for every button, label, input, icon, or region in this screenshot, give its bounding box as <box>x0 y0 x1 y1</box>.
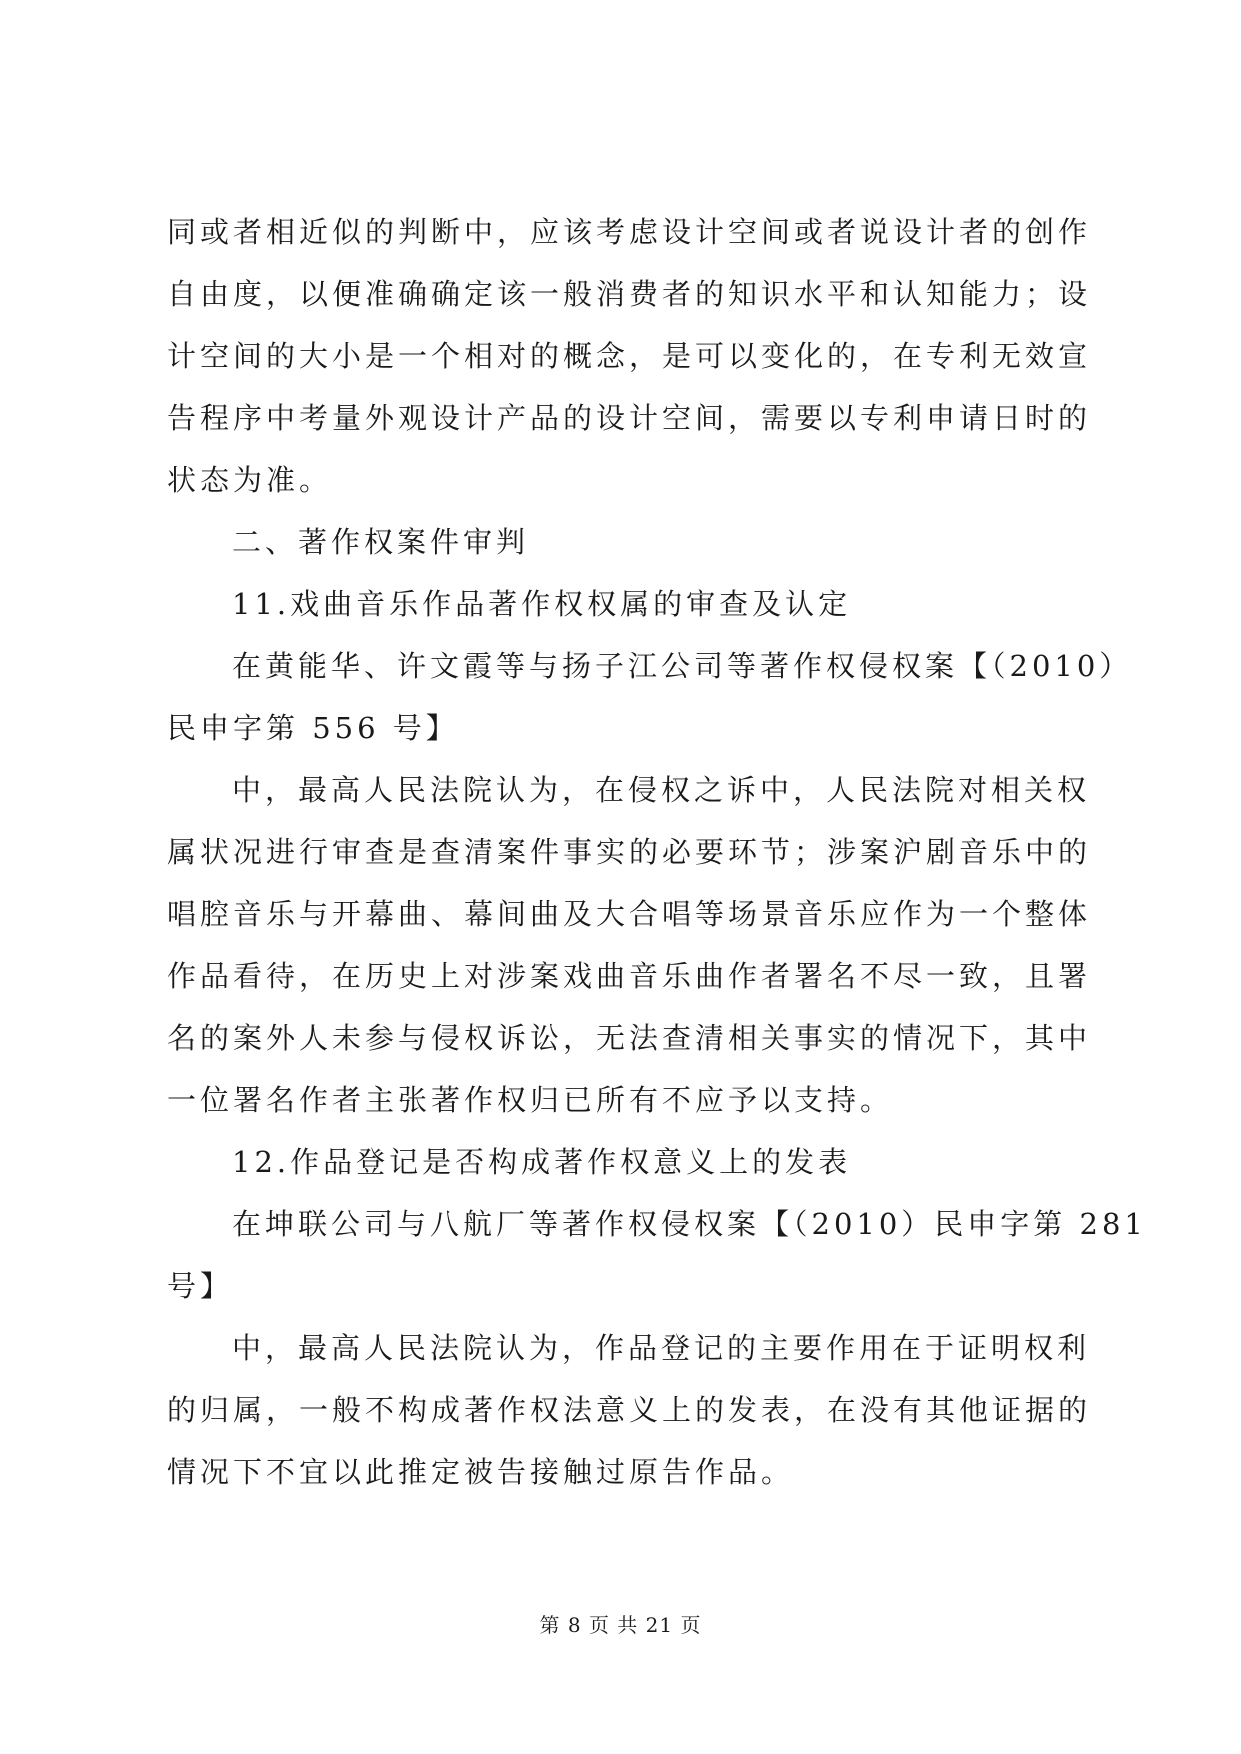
subsection-heading: 12.作品登记是否构成著作权意义上的发表 <box>232 1145 852 1179</box>
subsection-heading: 11.戏曲音乐作品著作权权属的审查及认定 <box>232 587 852 621</box>
page-number-footer: 第 8 页 共 21 页 <box>539 1613 702 1637</box>
text-line: 中，最高人民法院认为，在侵权之诉中，人民法院对相关权 <box>232 773 1091 807</box>
text-line: 作品看待，在历史上对涉案戏曲音乐曲作者署名不尽一致，且署 <box>167 959 1092 993</box>
text-line: 状态为准。 <box>167 463 333 497</box>
section-heading: 二、著作权案件审判 <box>232 525 530 559</box>
text-line: 自由度，以便准确确定该一般消费者的知识水平和认知能力；设 <box>167 277 1092 311</box>
text-line: 情况下不宜以此推定被告接触过原告作品。 <box>167 1455 795 1489</box>
text-line: 属状况进行审查是查清案件事实的必要环节；涉案沪剧音乐中的 <box>167 835 1092 869</box>
text-line: 告程序中考量外观设计产品的设计空间，需要以专利申请日时的 <box>167 401 1092 435</box>
text-line: 民申字第 556 号】 <box>167 711 459 745</box>
text-line: 在坤联公司与八航厂等著作权侵权案【（2010）民申字第 281 <box>232 1207 1147 1241</box>
text-line: 号】 <box>167 1269 234 1303</box>
text-line: 中，最高人民法院认为，作品登记的主要作用在于证明权利 <box>232 1331 1091 1365</box>
text-line: 的归属，一般不构成著作权法意义上的发表，在没有其他证据的 <box>167 1393 1092 1427</box>
text-line: 同或者相近似的判断中，应该考虑设计空间或者说设计者的创作 <box>167 215 1092 249</box>
text-line: 一位署名作者主张著作权归已所有不应予以支持。 <box>167 1083 894 1117</box>
text-line: 计空间的大小是一个相对的概念，是可以变化的，在专利无效宣 <box>167 339 1092 373</box>
text-line: 名的案外人未参与侵权诉讼，无法查清相关事实的情况下，其中 <box>167 1021 1092 1055</box>
text-line: 在黄能华、许文霞等与扬子江公司等著作权侵权案【（2010） <box>232 649 1133 683</box>
text-line: 唱腔音乐与开幕曲、幕间曲及大合唱等场景音乐应作为一个整体 <box>167 897 1092 931</box>
